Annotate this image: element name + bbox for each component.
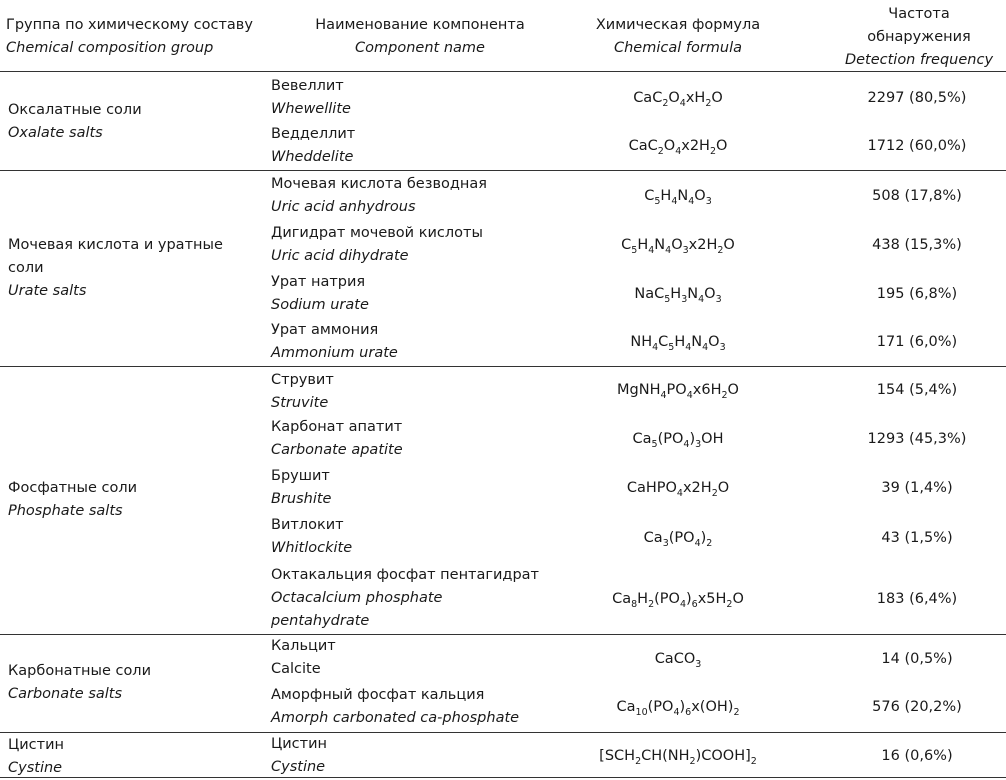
component-name-en: Octacalcium phosphate: [271, 590, 443, 606]
component-name-ru: Витлокит: [271, 517, 344, 533]
formula-subscript: 2: [721, 390, 728, 401]
detection-frequency: 438 (15,3%): [872, 237, 962, 253]
detection-frequency: 39 (1,4%): [881, 480, 953, 496]
header-group-ru: Группа по химическому составу: [6, 17, 253, 33]
chemical-formula: [578, 87, 778, 110]
formula-subscript: 3: [682, 245, 689, 256]
detection-frequency: 183 (6,4%): [876, 591, 958, 607]
chemical-formula: [578, 331, 778, 354]
formula-text: NH: [630, 334, 653, 350]
detection-frequency: 1712 (60,0%): [867, 138, 967, 154]
component-name-ru: Урат натрия: [271, 274, 366, 290]
formula-subscript: 4: [694, 538, 701, 549]
formula-subscript: 6: [685, 707, 692, 718]
formula-subscript: 4: [698, 294, 705, 305]
formula-text: CaCO: [654, 651, 696, 667]
component-name: [271, 514, 591, 560]
detection-frequency: 576 (20,2%): [872, 699, 962, 715]
formula-text: C: [658, 334, 669, 350]
formula-text: O: [732, 591, 744, 607]
component-name-en: Ammonium urate: [271, 345, 398, 361]
formula-text: N: [687, 286, 699, 302]
formula-text: O: [708, 334, 720, 350]
formula-subscript: 2: [657, 146, 664, 157]
formula-text: ): [679, 699, 686, 715]
group-label-en: Urate salts: [8, 283, 87, 299]
component-name-en: Struvite: [271, 395, 329, 411]
chemical-formula: [578, 648, 778, 671]
formula-text: )COOH]: [695, 748, 751, 764]
detection-frequency: 14 (0,5%): [881, 651, 953, 667]
formula-text: x5H: [697, 591, 727, 607]
formula-text: (PO: [657, 431, 684, 447]
formula-subscript: 5: [668, 342, 675, 353]
formula-subscript: 4: [648, 245, 655, 256]
component-name-en: Whitlockite: [271, 540, 353, 556]
formula-subscript: 4: [683, 439, 690, 450]
formula-subscript: 6: [691, 599, 698, 610]
component-name-en: Whewellite: [271, 101, 351, 117]
formula-subscript: 5: [654, 196, 661, 207]
formula-text: x2H: [682, 480, 712, 496]
formula-subscript: 2: [733, 707, 740, 718]
header-name: [270, 14, 570, 60]
header-freq-ru-1: Частота: [888, 6, 950, 22]
formula-text: NaC: [634, 286, 665, 302]
component-name: [271, 733, 591, 779]
formula-text: MgNH: [617, 382, 661, 398]
formula-text: (PO: [654, 591, 680, 607]
formula-text: O: [717, 480, 730, 496]
group-label-ru: Фосфатные соли: [8, 480, 138, 496]
formula-subscript: 4: [675, 146, 682, 157]
formula-subscript: 4: [679, 599, 686, 610]
group-label-en: Cystine: [8, 760, 63, 776]
formula-text: Ca: [632, 431, 652, 447]
formula-text: PO: [666, 382, 687, 398]
formula-subscript: 3: [695, 439, 702, 450]
component-name-ru: Урат аммония: [271, 322, 379, 338]
component-name: [271, 635, 591, 681]
formula-subscript: 4: [652, 342, 659, 353]
group-label-ru: Цистин: [8, 737, 65, 753]
formula-subscript: 2: [750, 756, 757, 767]
detection-frequency: 43 (1,5%): [881, 530, 953, 546]
formula-subscript: 2: [726, 599, 733, 610]
component-name-ru: Кальцит: [271, 638, 336, 654]
formula-subscript: 2: [635, 756, 642, 767]
formula-subscript: 4: [671, 196, 678, 207]
group-urate: [8, 234, 263, 303]
formula-subscript: 10: [635, 707, 648, 718]
component-name-en: Uric acid dihydrate: [271, 248, 409, 264]
header-formula-en: Chemical formula: [613, 40, 743, 56]
header-formula: [578, 14, 778, 60]
formula-subscript: 2: [662, 98, 669, 109]
formula-subscript: 4: [702, 342, 709, 353]
formula-subscript: 5: [651, 439, 658, 450]
formula-subscript: 2: [689, 756, 696, 767]
component-name-ru: Аморфный фосфат кальция: [271, 687, 485, 703]
formula-subscript: 3: [719, 342, 726, 353]
component-name-ru: Цистин: [271, 736, 328, 752]
group-label-ru: Карбонатные соли: [8, 663, 152, 679]
formula-text: x(OH): [691, 699, 734, 715]
group-cystine: [8, 734, 263, 780]
formula-text: H: [670, 286, 682, 302]
formula-text: O: [727, 382, 739, 398]
formula-text: O: [704, 286, 716, 302]
formula-subscript: 4: [686, 390, 693, 401]
formula-subscript: 4: [688, 196, 695, 207]
chemical-formula: [578, 745, 778, 768]
header-frequency: [832, 3, 1006, 72]
component-name: [271, 564, 591, 633]
component-name-en-cont: pentahydrate: [271, 613, 370, 629]
formula-text: O: [671, 237, 683, 253]
formula-text: N: [677, 188, 689, 204]
formula-text: OH: [701, 431, 724, 447]
group-label-ru-cont: соли: [8, 260, 44, 276]
component-name: [271, 222, 591, 268]
formula-text: (PO: [668, 530, 695, 546]
formula-subscript: 3: [695, 659, 702, 670]
header-freq-ru-2: обнаружения: [867, 29, 971, 45]
group-oxalate: [8, 99, 263, 145]
chemical-formula: [578, 283, 778, 306]
formula-text: Ca: [616, 699, 636, 715]
component-name-en: Carbonate apatite: [271, 442, 403, 458]
group-label-en: Oxalate salts: [8, 125, 103, 141]
group-divider: [0, 366, 1006, 367]
component-name-ru: Дигидрат мочевой кислоты: [271, 225, 483, 241]
chemical-formula: [578, 185, 778, 208]
formula-text: CaC: [628, 138, 658, 154]
formula-text: H: [637, 591, 649, 607]
formula-text: [SCH: [599, 748, 636, 764]
chemical-formula: [578, 234, 778, 257]
detection-frequency: 154 (5,4%): [876, 382, 958, 398]
formula-text: (PO: [647, 699, 674, 715]
detection-frequency: 16 (0,6%): [881, 748, 953, 764]
formula-subscript: 3: [662, 538, 669, 549]
formula-subscript: 4: [679, 98, 686, 109]
detection-frequency: 508 (17,8%): [872, 188, 962, 204]
detection-frequency: 195 (6,8%): [876, 286, 958, 302]
group-label-en: Phosphate salts: [8, 503, 123, 519]
chemical-formula: [578, 527, 778, 550]
component-name: [271, 684, 591, 730]
formula-subscript: 4: [665, 245, 672, 256]
formula-subscript: 8: [631, 599, 638, 610]
formula-text: H: [674, 334, 686, 350]
formula-text: O: [668, 90, 680, 106]
formula-text: CaC: [633, 90, 663, 106]
formula-text: N: [691, 334, 703, 350]
formula-text: O: [663, 138, 676, 154]
component-name: [271, 75, 591, 121]
formula-text: O: [716, 138, 728, 154]
header-name-ru: Наименование компонента: [315, 17, 525, 33]
formula-subscript: 4: [685, 342, 692, 353]
header-rule: [0, 71, 1006, 72]
component-name-en: Cystine: [271, 759, 326, 775]
formula-text: Ca: [612, 591, 632, 607]
component-name-ru: Карбонат апатит: [271, 419, 403, 435]
formula-text: C: [644, 188, 655, 204]
formula-subscript: 5: [664, 294, 671, 305]
group-label-ru: Оксалатные соли: [8, 102, 142, 118]
formula-text: CH(NH: [641, 748, 690, 764]
header-group-en: Chemical composition group: [6, 40, 214, 56]
component-name-ru: Струвит: [271, 372, 334, 388]
group-phosphate: [8, 477, 263, 523]
component-name: [271, 271, 591, 317]
header-formula-ru: Химическая формула: [595, 17, 761, 33]
detection-frequency: 1293 (45,3%): [867, 431, 967, 447]
formula-subscript: 2: [705, 98, 712, 109]
formula-text: O: [711, 90, 723, 106]
chemical-formula: [578, 588, 778, 611]
component-name: [271, 319, 591, 365]
component-name-ru: Октакальция фосфат пентагидрат: [271, 567, 539, 583]
formula-text: O: [723, 237, 735, 253]
component-name: [271, 465, 591, 511]
formula-text: N: [654, 237, 666, 253]
component-name-ru: Мочевая кислота безводная: [271, 176, 487, 192]
formula-subscript: 3: [715, 294, 722, 305]
component-name-ru: Ведделлит: [271, 126, 356, 142]
detection-frequency: 2297 (80,5%): [867, 90, 967, 106]
component-name-en: Amorph carbonated ca-phosphate: [271, 710, 520, 726]
component-name-en: Wheddelite: [271, 149, 354, 165]
chemical-formula: [578, 135, 778, 158]
formula-text: ): [700, 530, 707, 546]
formula-subscript: 3: [705, 196, 712, 207]
component-name-ru: Вевеллит: [271, 78, 344, 94]
formula-subscript: 4: [676, 488, 683, 499]
formula-subscript: 5: [631, 245, 638, 256]
component-name-en: Sodium urate: [271, 297, 369, 313]
formula-text: CaHPO: [626, 480, 677, 496]
group-label-ru: Мочевая кислота и уратные: [8, 237, 223, 253]
component-name: [271, 173, 591, 219]
formula-text: C: [621, 237, 632, 253]
component-name-en: Calcite: [271, 661, 321, 677]
formula-subscript: 2: [648, 599, 655, 610]
component-name-en: Uric acid anhydrous: [271, 199, 416, 215]
component-name: [271, 123, 591, 169]
chemical-formula: [578, 696, 778, 719]
group-label-en: Carbonate salts: [8, 686, 123, 702]
formula-text: ): [689, 431, 696, 447]
formula-text: x2H: [688, 237, 718, 253]
formula-subscript: 4: [660, 390, 667, 401]
component-name: [271, 416, 591, 462]
formula-text: x2H: [681, 138, 710, 154]
formula-text: H: [660, 188, 672, 204]
chemical-formula: [578, 428, 778, 451]
component-name: [271, 369, 591, 415]
formula-subscript: 2: [717, 245, 724, 256]
chemical-formula: [578, 477, 778, 500]
header-name-en: Component name: [355, 40, 485, 56]
formula-subscript: 4: [673, 707, 680, 718]
formula-text: ): [685, 591, 692, 607]
header-freq-en: Detection frequency: [844, 52, 994, 68]
chemical-formula: [578, 379, 778, 402]
formula-subscript: 3: [681, 294, 688, 305]
formula-subscript: 2: [706, 538, 713, 549]
formula-subscript: 2: [709, 146, 716, 157]
detection-frequency: 171 (6,0%): [876, 334, 958, 350]
component-name-ru: Брушит: [271, 468, 330, 484]
group-divider: [0, 170, 1006, 171]
table-header: [0, 0, 1006, 70]
formula-text: x6H: [692, 382, 722, 398]
component-name-en: Brushite: [271, 491, 332, 507]
formula-subscript: 2: [711, 488, 718, 499]
group-carbonate: [8, 660, 263, 706]
formula-text: O: [694, 188, 706, 204]
formula-text: H: [637, 237, 649, 253]
formula-text: xH: [685, 90, 706, 106]
header-group: [6, 14, 276, 60]
formula-text: Ca: [643, 530, 663, 546]
